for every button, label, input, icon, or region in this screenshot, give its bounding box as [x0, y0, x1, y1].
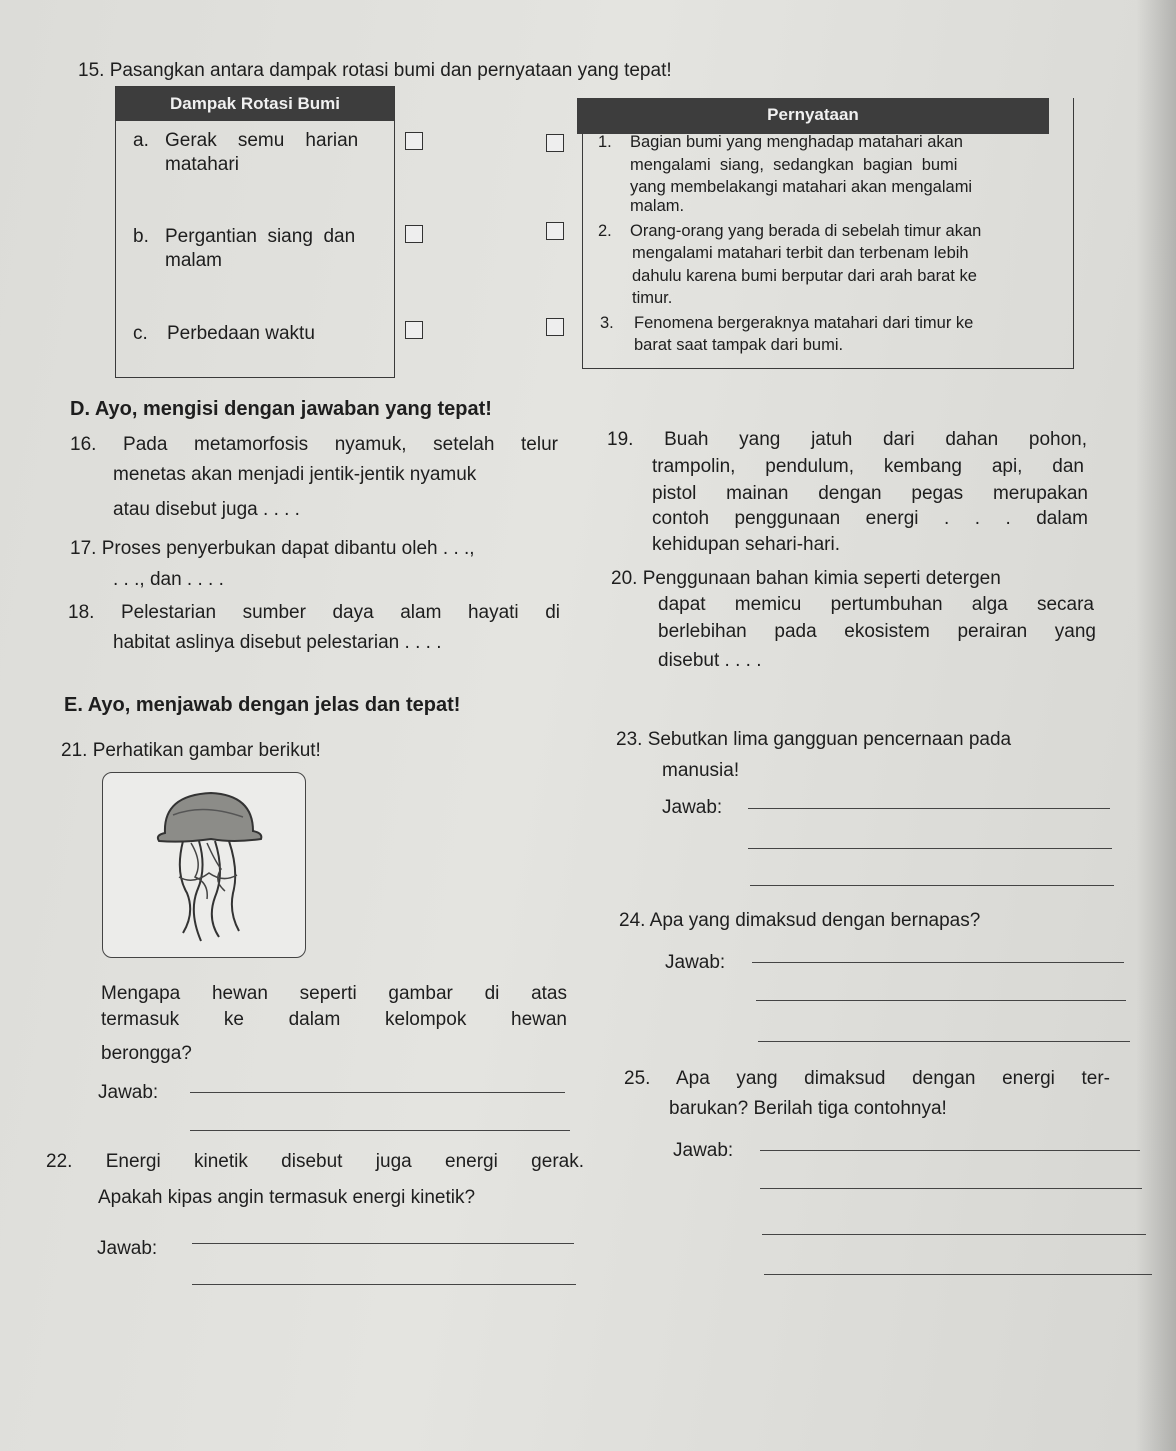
statement-2-line1: Orang-orang yang berada di sebelah timur akan: [630, 222, 982, 240]
q19-line1: 19. Buah yang jatuh dari dahan pohon,: [607, 429, 1087, 450]
statement-3-line1: Fenomena bergeraknya matahari dari timur ke: [634, 314, 974, 332]
q23-answer-line-3[interactable]: [750, 885, 1114, 886]
q24-question: 24. Apa yang dimaksud dengan bernapas?: [619, 910, 981, 931]
q21-answer-line-1[interactable]: [190, 1092, 565, 1093]
statement-header: Pernyataan: [577, 98, 1049, 134]
statement-1-line3: yang membelakangi matahari akan mengalami: [630, 178, 973, 196]
q24-answer-label: Jawab:: [665, 952, 726, 973]
q23-answer-label: Jawab:: [662, 797, 723, 818]
statement-1-num: 1.: [598, 133, 612, 151]
q22-answer-line-1[interactable]: [192, 1243, 574, 1244]
q21-line3: berongga?: [101, 1043, 192, 1064]
q23-line1: 23. Sebutkan lima gangguan pencernaan pada: [616, 729, 1012, 750]
q24-answer-line-3[interactable]: [758, 1041, 1130, 1042]
statement-2-line2: mengalami matahari terbit dan terbenam lebih: [632, 244, 969, 262]
q25-answer-label: Jawab:: [673, 1140, 734, 1161]
section-d-title: D. Ayo, mengisi dengan jawaban yang tepat!: [70, 398, 492, 420]
statement-1-line1: Bagian bumi yang menghadap matahari akan: [630, 133, 963, 151]
impact-a-line1: Gerak semu harian: [165, 130, 359, 151]
q22-line2: Apakah kipas angin termasuk energi kinetik?: [98, 1187, 476, 1208]
jellyfish-picture: [102, 772, 306, 958]
q24-answer-line-2[interactable]: [756, 1000, 1126, 1001]
q25-answer-line-4[interactable]: [764, 1274, 1152, 1275]
q25-answer-line-1[interactable]: [760, 1150, 1140, 1151]
q15-title: 15. Pasangkan antara dampak rotasi bumi dan pernyataan yang tepat!: [78, 60, 672, 81]
q21-answer-line-2[interactable]: [190, 1130, 570, 1131]
section-e-title: E. Ayo, menjawab dengan jelas dan tepat!: [64, 694, 461, 716]
match-box-right-1[interactable]: [546, 134, 564, 152]
q20-line4: disebut . . . .: [658, 650, 762, 671]
q17-line1: 17. Proses penyerbukan dapat dibantu oleh . . .,: [70, 538, 475, 559]
q22-line1: 22. Energi kinetik disebut juga energi gerak.: [46, 1151, 584, 1172]
impact-c-line1: Perbedaan waktu: [167, 323, 315, 344]
q22-answer-label: Jawab:: [97, 1238, 158, 1259]
impact-b-line2: malam: [165, 250, 223, 271]
q21-answer-label: Jawab:: [98, 1082, 159, 1103]
q18-line2: habitat aslinya disebut pelestarian . . . .: [113, 632, 442, 653]
q23-line2: manusia!: [662, 760, 740, 781]
statement-3-num: 3.: [600, 314, 614, 332]
impact-b-prefix: b.: [133, 226, 149, 247]
match-box-left-a[interactable]: [405, 132, 423, 150]
q25-answer-line-2[interactable]: [760, 1188, 1142, 1189]
q23-answer-line-1[interactable]: [748, 808, 1110, 809]
q20-line2: dapat memicu pertumbuhan alga secara: [658, 594, 1094, 615]
statement-2-num: 2.: [598, 222, 612, 240]
rotation-impact-header: Dampak Rotasi Bumi: [116, 87, 394, 121]
q20-line3: berlebihan pada ekosistem perairan yang: [658, 621, 1096, 642]
q24-answer-line-1[interactable]: [752, 962, 1124, 963]
q19-line4: contoh penggunaan energi . . . dalam: [652, 508, 1088, 529]
q21-intro: 21. Perhatikan gambar berikut!: [61, 740, 321, 761]
impact-c-prefix: c.: [133, 323, 148, 344]
match-box-right-2[interactable]: [546, 222, 564, 240]
q20-line1: 20. Penggunaan bahan kimia seperti detergen: [611, 568, 1001, 589]
impact-a-prefix: a.: [133, 130, 149, 151]
q16-line3: atau disebut juga . . . .: [113, 499, 300, 520]
q23-answer-line-2[interactable]: [748, 848, 1112, 849]
q25-line2: barukan? Berilah tiga contohnya!: [669, 1098, 947, 1119]
q16-line1: 16. Pada metamorfosis nyamuk, setelah telur: [70, 434, 558, 455]
match-box-right-3[interactable]: [546, 318, 564, 336]
statement-3-line2: barat saat tampak dari bumi.: [634, 336, 844, 354]
impact-b-line1: Pergantian siang dan: [165, 226, 356, 247]
statement-1-line2: mengalami siang, sedangkan bagian bumi: [630, 156, 958, 174]
q22-answer-line-2[interactable]: [192, 1284, 576, 1285]
statement-1-line4: malam.: [630, 197, 685, 215]
q16-line2: menetas akan menjadi jentik-jentik nyamuk: [113, 464, 477, 485]
q19-line3: pistol mainan dengan pegas merupakan: [652, 483, 1088, 504]
q19-line5: kehidupan sehari-hari.: [652, 534, 841, 555]
q19-line2: trampolin, pendulum, kembang api, dan: [652, 456, 1084, 477]
impact-a-line2: matahari: [165, 154, 239, 175]
q21-line2: termasuk ke dalam kelompok hewan: [101, 1009, 567, 1030]
match-box-left-c[interactable]: [405, 321, 423, 339]
q17-line2: . . ., dan . . . .: [113, 569, 224, 590]
page-edge-shadow: [1136, 0, 1176, 1451]
q18-line1: 18. Pelestarian sumber daya alam hayati di: [68, 602, 560, 623]
match-box-left-b[interactable]: [405, 225, 423, 243]
jellyfish-icon: [103, 773, 305, 957]
q25-answer-line-3[interactable]: [762, 1234, 1146, 1235]
q25-line1: 25. Apa yang dimaksud dengan energi ter-: [624, 1068, 1110, 1089]
statement-2-line4: timur.: [632, 289, 673, 307]
q21-line1: Mengapa hewan seperti gambar di atas: [101, 983, 567, 1004]
statement-2-line3: dahulu karena bumi berputar dari arah barat ke: [632, 267, 977, 285]
